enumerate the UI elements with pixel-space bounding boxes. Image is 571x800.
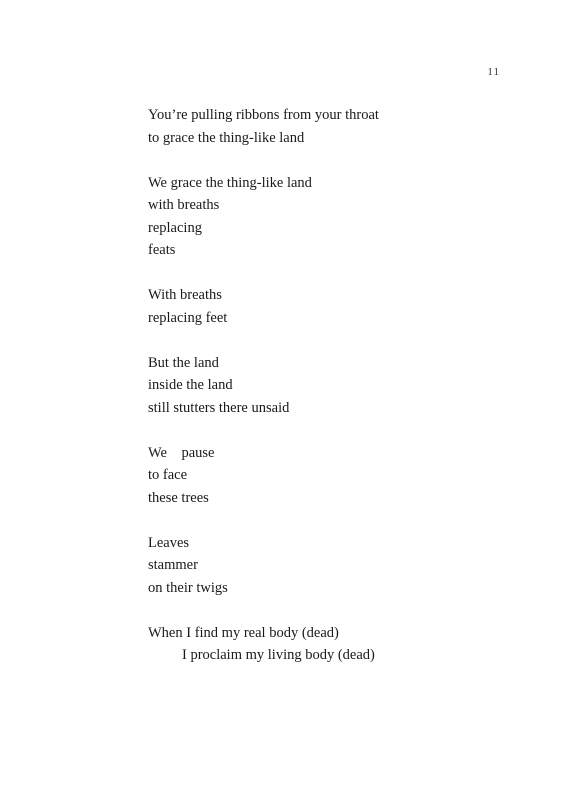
poem-line: We pause — [148, 444, 215, 461]
poem-line: stammer — [148, 557, 198, 573]
stanza-4 — [148, 352, 528, 420]
poem-line: to grace the thing-like land — [148, 129, 305, 146]
poem-line: still stutters there unsaid — [148, 399, 290, 416]
poem-line: feats — [148, 242, 176, 258]
poem-line: replacing — [148, 219, 202, 236]
stanza-1 — [148, 104, 528, 149]
stanza-6 — [148, 532, 528, 600]
poem-line: to face — [148, 467, 188, 483]
stanza-2 — [148, 172, 528, 262]
poem-line: We grace the thing-like land — [148, 174, 312, 191]
poem-line: With breaths — [148, 287, 222, 303]
poem-body — [148, 104, 528, 689]
poem-line-indented: I proclaim my living body (dead) — [182, 647, 375, 663]
poem-line: replacing feet — [148, 309, 228, 326]
poem-line: with breaths — [148, 197, 220, 213]
poem-line: Leaves — [148, 534, 190, 551]
stanza-7 — [148, 622, 528, 667]
poem-line: When I find my real body (dead) — [148, 624, 339, 641]
stanza-3 — [148, 284, 528, 329]
poem-line: You’re pulling ribbons from your throat — [148, 107, 379, 123]
page-number: 11 — [487, 66, 500, 78]
stanza-5 — [148, 442, 528, 510]
poem-line: on their twigs — [148, 579, 228, 596]
poem-line: But the land — [148, 354, 219, 371]
poem-line: inside the land — [148, 377, 233, 393]
poem-line: these trees — [148, 489, 209, 506]
